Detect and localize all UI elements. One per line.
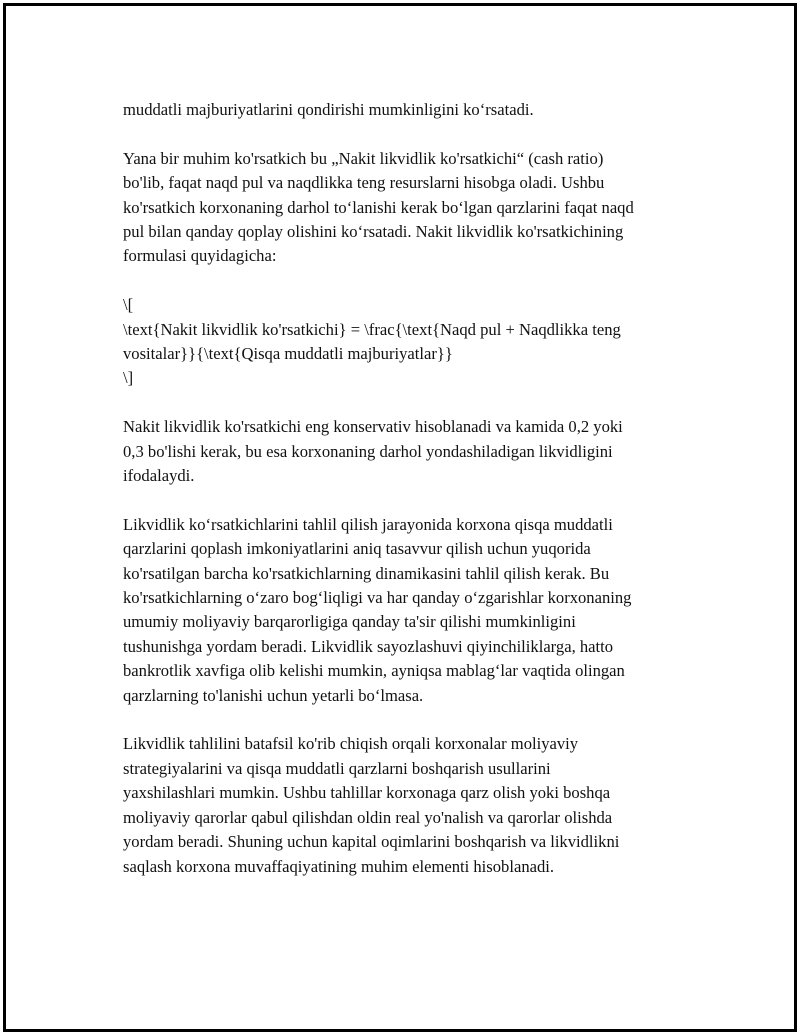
page-frame — [3, 3, 797, 1032]
paragraph-conclusion: Likvidlik tahlilini batafsil ko'rib chiqish orqali korxonalar moliyaviy strategiyalarini va qisqa muddatli qarzlarni boshqarish usullarini yaxshilashlari mumkin. Ushbu tahlillar korxonaga qarz olish yoki boshqa moliyaviy qarorlar qabul qilishdan oldin real yo'nalish va qarorlar olishda yordam beradi. Shuning uchun kapital oqimlarini boshqarish va likvidlikni saqlash korxona muvaffaqiyatining muhim elementi hisoblanadi. — [123, 734, 620, 876]
paragraph-liquidity-analysis: Likvidlik ko‘rsatkichlarini tahlil qilish jarayonida korxona qisqa muddatli qarzlarini qoplash imkoniyatlarini aniq tasavvur qilish uchun yuqorida ko'rsatilgan barcha ko'rsatkichlarning dinamikasini tahlil qilish kerak. Bu ko'rsatkichlarning o‘zaro bog‘liqligi va har qanday o‘zgarishlar korxonaning umumiy moliyaviy barqarorligiga qanday ta'sir qilishi mumkinligini tushunishga yordam beradi. Likvidlik sayozlashuvi qiyinchiliklarga, hatto bankrotlik xavfiga olib kelishi mumkin, ayniqsa mablag‘lar vaqtida olingan qarzlarning to'lanishi uchun yetarli bo‘lmasa. — [123, 514, 632, 705]
paragraph-continuation: muddatli majburiyatlarini qondirishi mumkinligini ko‘rsatadi. — [123, 100, 534, 119]
paragraph-cash-ratio-intro: Yana bir muhim ko'rsatkich bu „Nakit likvidlik ko'rsatkichi“ (cash ratio) bo'lib, faqat naqd pul va naqdlikka teng resurslarni hisobga oladi. Ushbu ko'rsatkich korxonaning darhol to‘lanishi kerak bo‘lgan qarzlarini faqat naqd pul bilan qanday qoplay olishini ko‘rsatadi. Nakit likvidlik ko'rsatkichining formulasi quyidagicha: — [123, 148, 634, 266]
formula-latex-block: \[ \text{Nakit likvidlik ko'rsatkichi} = \frac{\text{Naqd pul + Naqdlikka teng vositalar}}{\text{Qisqa muddatli majburiyatlar}} \] — [123, 295, 621, 388]
document-body — [123, 98, 703, 903]
paragraph-cash-ratio-threshold: Nakit likvidlik ko'rsatkichi eng konservativ hisoblanadi va kamida 0,2 yoki 0,3 bo'lishi kerak, bu esa korxonaning darhol yondashiladigan likvidligini ifodalaydi. — [123, 417, 623, 486]
